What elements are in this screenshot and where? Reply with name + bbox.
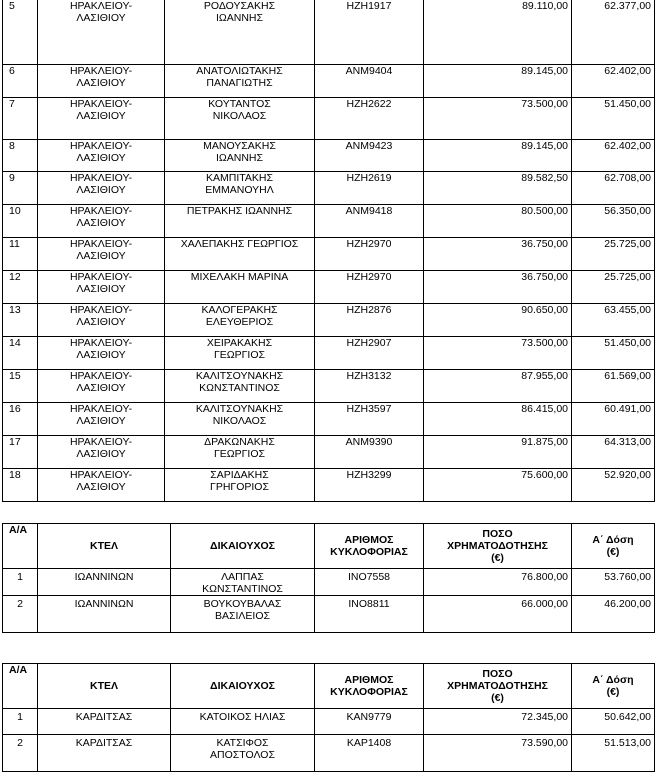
beneficiaries-table-ioannina (2, 523, 655, 633)
table-body (3, 0, 655, 502)
ktel-cell: ΚΑΡΔΙΤΣΑΣ (38, 735, 171, 772)
table-row (3, 98, 655, 140)
beneficiary-cell: ΧΑΛΕΠΑΚΗΣ ΓΕΩΡΓΙΟΣ (165, 238, 315, 271)
ktel-cell: ΗΡΑΚΛΕΙΟΥ- ΛΑΣΙΘΙΟΥ (38, 304, 165, 337)
row-number: 2 (3, 735, 38, 772)
plate-cell: ΚΑΡ1408 (315, 735, 424, 772)
beneficiary-cell: ΑΝΑΤΟΛΙΩΤΑΚΗΣ ΠΑΝΑΓΙΩΤΗΣ (165, 65, 315, 98)
funding-amount-cell: 91.875,00 (424, 436, 572, 469)
table-row (3, 370, 655, 403)
ktel-cell: ΗΡΑΚΛΕΙΟΥ- ΛΑΣΙΘΙΟΥ (38, 403, 165, 436)
beneficiary-cell: ΧΕΙΡΑΚΑΚΗΣ ΓΕΩΡΓΙΟΣ (165, 337, 315, 370)
row-number: 8 (3, 140, 38, 172)
ktel-cell: ΗΡΑΚΛΕΙΟΥ- ΛΑΣΙΘΙΟΥ (38, 205, 165, 238)
table-header (3, 524, 655, 569)
first-installment-cell: 50.642,00 (572, 709, 655, 735)
first-installment-cell: 51.450,00 (572, 337, 655, 370)
beneficiary-cell: ΚΑΛΙΤΣΟΥΝΑΚΗΣ ΝΙΚΟΛΑΟΣ (165, 403, 315, 436)
beneficiary-cell: ΜΙΧΕΛΑΚΗ ΜΑΡΙΝΑ (165, 271, 315, 304)
first-installment-cell: 62.402,00 (572, 140, 655, 172)
first-installment-cell: 63.455,00 (572, 304, 655, 337)
table-body (3, 709, 655, 772)
header-first-installment: Α΄ Δόση (€) (572, 664, 655, 709)
funding-amount-cell: 90.650,00 (424, 304, 572, 337)
row-number: 11 (3, 238, 38, 271)
header-ktel: ΚΤΕΛ (38, 664, 171, 709)
table-row (3, 735, 655, 772)
first-installment-cell: 62.402,00 (572, 65, 655, 98)
plate-cell: ΗΖΗ2622 (315, 98, 424, 140)
first-installment-cell: 61.569,00 (572, 370, 655, 403)
header-aa: Α/Α (3, 664, 38, 709)
beneficiaries-table-karditsa (2, 663, 655, 772)
ktel-cell: ΗΡΑΚΛΕΙΟΥ- ΛΑΣΙΘΙΟΥ (38, 436, 165, 469)
funding-amount-cell: 86.415,00 (424, 403, 572, 436)
first-installment-cell: 46.200,00 (572, 596, 655, 633)
table-row (3, 205, 655, 238)
ktel-cell: ΗΡΑΚΛΕΙΟΥ- ΛΑΣΙΘΙΟΥ (38, 337, 165, 370)
beneficiary-cell: ΔΡΑΚΩΝΑΚΗΣ ΓΕΩΡΓΙΟΣ (165, 436, 315, 469)
beneficiary-cell: ΣΑΡΙΔΑΚΗΣ ΓΡΗΓΟΡΙΟΣ (165, 469, 315, 502)
funding-amount-cell: 36.750,00 (424, 271, 572, 304)
ktel-cell: ΗΡΑΚΛΕΙΟΥ- ΛΑΣΙΘΙΟΥ (38, 98, 165, 140)
beneficiary-cell: ΛΑΠΠΑΣ ΚΩΝΣΤΑΝΤΙΝΟΣ (171, 569, 315, 596)
beneficiary-cell: ΒΟΥΚΟΥΒΑΛΑΣ ΒΑΣΙΛΕΙΟΣ (171, 596, 315, 633)
ktel-cell: ΗΡΑΚΛΕΙΟΥ- ΛΑΣΙΘΙΟΥ (38, 238, 165, 271)
header-plate: ΑΡΙΘΜΟΣ ΚΥΚΛΟΦΟΡΙΑΣ (315, 524, 424, 569)
funding-amount-cell: 73.500,00 (424, 98, 572, 140)
header-beneficiary: ΔΙΚΑΙΟΥΧΟΣ (171, 664, 315, 709)
header-first-installment: Α΄ Δόση (€) (572, 524, 655, 569)
table-row (3, 569, 655, 596)
plate-cell: ΗΖΗ2970 (315, 238, 424, 271)
funding-amount-cell: 73.590,00 (424, 735, 572, 772)
first-installment-cell: 25.725,00 (572, 238, 655, 271)
table-body (3, 569, 655, 633)
table-row (3, 469, 655, 502)
funding-amount-cell: 87.955,00 (424, 370, 572, 403)
table-row (3, 65, 655, 98)
funding-amount-cell: 89.145,00 (424, 65, 572, 98)
table-row (3, 140, 655, 172)
row-number: 14 (3, 337, 38, 370)
ktel-cell: ΗΡΑΚΛΕΙΟΥ- ΛΑΣΙΘΙΟΥ (38, 271, 165, 304)
plate-cell: ΗΖΗ1917 (315, 0, 424, 65)
beneficiary-cell: ΚΑΛΙΤΣΟΥΝΑΚΗΣ ΚΩΝΣΤΑΝΤΙΝΟΣ (165, 370, 315, 403)
table-row (3, 596, 655, 633)
funding-amount-cell: 36.750,00 (424, 238, 572, 271)
plate-cell: ΚΑΝ9779 (315, 709, 424, 735)
ktel-cell: ΗΡΑΚΛΕΙΟΥ- ΛΑΣΙΘΙΟΥ (38, 0, 165, 65)
header-funding-amount: ΠΟΣΟ ΧΡΗΜΑΤΟΔΟΤΗΣΗΣ (€) (424, 664, 572, 709)
first-installment-cell: 60.491,00 (572, 403, 655, 436)
ktel-cell: ΗΡΑΚΛΕΙΟΥ- ΛΑΣΙΘΙΟΥ (38, 172, 165, 205)
funding-amount-cell: 89.110,00 (424, 0, 572, 65)
plate-cell: ΑΝΜ9404 (315, 65, 424, 98)
row-number: 10 (3, 205, 38, 238)
beneficiary-cell: ΚΑΛΟΓΕΡΑΚΗΣ ΕΛΕΥΘΕΡΙΟΣ (165, 304, 315, 337)
row-number: 6 (3, 65, 38, 98)
table-row (3, 436, 655, 469)
table-row (3, 403, 655, 436)
row-number: 12 (3, 271, 38, 304)
plate-cell: ΗΖΗ2876 (315, 304, 424, 337)
funding-amount-cell: 66.000,00 (424, 596, 572, 633)
plate-cell: ΗΖΗ3597 (315, 403, 424, 436)
ktel-cell: ΗΡΑΚΛΕΙΟΥ- ΛΑΣΙΘΙΟΥ (38, 140, 165, 172)
ktel-cell: ΗΡΑΚΛΕΙΟΥ- ΛΑΣΙΘΙΟΥ (38, 370, 165, 403)
funding-amount-cell: 73.500,00 (424, 337, 572, 370)
row-number: 1 (3, 709, 38, 735)
first-installment-cell: 56.350,00 (572, 205, 655, 238)
plate-cell: ΗΖΗ2619 (315, 172, 424, 205)
beneficiary-cell: ΠΕΤΡΑΚΗΣ ΙΩΑΝΝΗΣ (165, 205, 315, 238)
plate-cell: ΙΝΟ8811 (315, 596, 424, 633)
beneficiary-cell: ΚΑΜΠΙΤΑΚΗΣ ΕΜΜΑΝΟΥΗΛ (165, 172, 315, 205)
plate-cell: ΗΖΗ3299 (315, 469, 424, 502)
ktel-cell: ΚΑΡΔΙΤΣΑΣ (38, 709, 171, 735)
table-row (3, 238, 655, 271)
table-row (3, 0, 655, 65)
row-number: 18 (3, 469, 38, 502)
funding-amount-cell: 75.600,00 (424, 469, 572, 502)
funding-amount-cell: 72.345,00 (424, 709, 572, 735)
first-installment-cell: 62.377,00 (572, 0, 655, 65)
header-row (3, 524, 655, 569)
beneficiary-cell: ΡΟΔΟΥΣΑΚΗΣ ΙΩΑΝΝΗΣ (165, 0, 315, 65)
table-row (3, 172, 655, 205)
header-ktel: ΚΤΕΛ (38, 524, 171, 569)
row-number: 2 (3, 596, 38, 633)
table-row (3, 709, 655, 735)
header-aa: Α/Α (3, 524, 38, 569)
header-funding-amount: ΠΟΣΟ ΧΡΗΜΑΤΟΔΟΤΗΣΗΣ (€) (424, 524, 572, 569)
beneficiary-cell: ΜΑΝΟΥΣΑΚΗΣ ΙΩΑΝΝΗΣ (165, 140, 315, 172)
plate-cell: ΑΝΜ9423 (315, 140, 424, 172)
funding-amount-cell: 89.145,00 (424, 140, 572, 172)
first-installment-cell: 53.760,00 (572, 569, 655, 596)
plate-cell: ΙΝΟ7558 (315, 569, 424, 596)
plate-cell: ΑΝΜ9390 (315, 436, 424, 469)
plate-cell: ΗΖΗ2907 (315, 337, 424, 370)
row-number: 5 (3, 0, 38, 65)
funding-amount-cell: 89.582,50 (424, 172, 572, 205)
first-installment-cell: 64.313,00 (572, 436, 655, 469)
header-plate: ΑΡΙΘΜΟΣ ΚΥΚΛΟΦΟΡΙΑΣ (315, 664, 424, 709)
row-number: 13 (3, 304, 38, 337)
ktel-cell: ΗΡΑΚΛΕΙΟΥ- ΛΑΣΙΘΙΟΥ (38, 469, 165, 502)
row-number: 7 (3, 98, 38, 140)
row-number: 1 (3, 569, 38, 596)
row-number: 16 (3, 403, 38, 436)
first-installment-cell: 25.725,00 (572, 271, 655, 304)
ktel-cell: ΙΩΑΝΝΙΝΩΝ (38, 596, 171, 633)
header-beneficiary: ΔΙΚΑΙΟΥΧΟΣ (171, 524, 315, 569)
funding-amount-cell: 76.800,00 (424, 569, 572, 596)
table-row (3, 337, 655, 370)
table-row (3, 304, 655, 337)
beneficiary-cell: ΚΑΤΟΙΚΟΣ ΗΛΙΑΣ (171, 709, 315, 735)
row-number: 17 (3, 436, 38, 469)
plate-cell: ΑΝΜ9418 (315, 205, 424, 238)
first-installment-cell: 51.450,00 (572, 98, 655, 140)
ktel-cell: ΗΡΑΚΛΕΙΟΥ- ΛΑΣΙΘΙΟΥ (38, 65, 165, 98)
table-header (3, 664, 655, 709)
first-installment-cell: 62.708,00 (572, 172, 655, 205)
ktel-cell: ΙΩΑΝΝΙΝΩΝ (38, 569, 171, 596)
first-installment-cell: 51.513,00 (572, 735, 655, 772)
row-number: 9 (3, 172, 38, 205)
header-row (3, 664, 655, 709)
row-number: 15 (3, 370, 38, 403)
beneficiary-cell: ΚΟΥΤΑΝΤΟΣ ΝΙΚΟΛΑΟΣ (165, 98, 315, 140)
plate-cell: ΗΖΗ3132 (315, 370, 424, 403)
funding-amount-cell: 80.500,00 (424, 205, 572, 238)
plate-cell: ΗΖΗ2970 (315, 271, 424, 304)
beneficiary-cell: ΚΑΤΣΙΦΟΣ ΑΠΟΣΤΟΛΟΣ (171, 735, 315, 772)
first-installment-cell: 52.920,00 (572, 469, 655, 502)
table-row (3, 271, 655, 304)
beneficiaries-table-heraklion (2, 0, 655, 502)
